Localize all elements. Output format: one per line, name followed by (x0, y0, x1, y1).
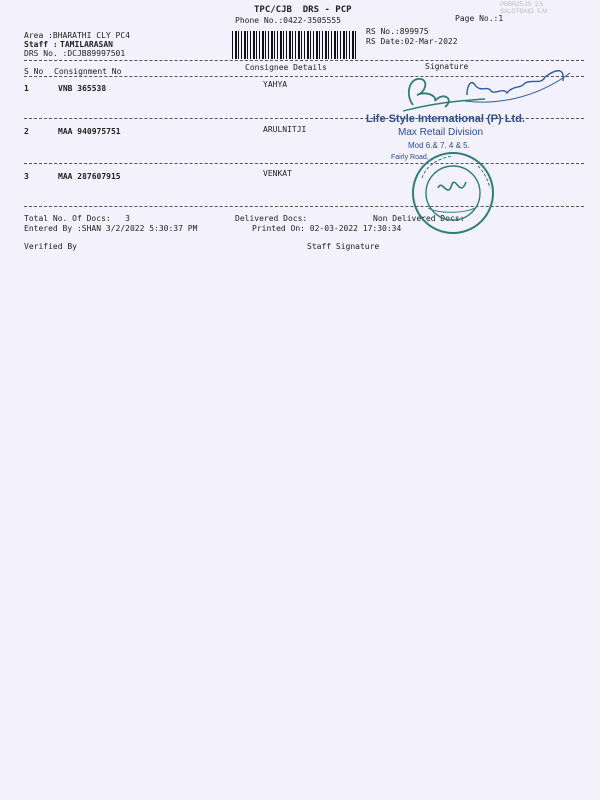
verified-by-label: Verified By (24, 242, 77, 251)
stamp-line4: Fairly Road, (391, 154, 429, 161)
column-header-consignee: Consignee Details (245, 63, 327, 72)
table-row-consignment: MAA 940975751 (58, 127, 121, 136)
table-row-consignment: VNB 365538 (58, 84, 107, 93)
document-title: TPC/CJB DRS - PCP (254, 5, 352, 15)
table-row-consignee: VENKAT (263, 169, 292, 178)
column-header-signature: Signature (425, 62, 469, 71)
table-row-sno: 1 (24, 84, 29, 93)
divider (24, 60, 584, 61)
page-number: Page No.:1 (455, 14, 504, 23)
column-header-consignment: Consignment No (54, 67, 122, 76)
divider (24, 76, 584, 77)
rs-date: RS Date:02-Mar-2022 (366, 37, 458, 46)
rs-number: RS No.:899975 (366, 27, 429, 36)
barcode (232, 31, 358, 59)
divider (24, 206, 584, 207)
table-row-sno: 3 (24, 172, 29, 181)
corner-scribble-line1: PBBR25.25 2.5 (500, 2, 544, 8)
staff-name: TAMILARASAN (60, 40, 113, 49)
table-row-consignee: YAHYA (263, 80, 288, 89)
staff-signature-label: Staff Signature (307, 242, 380, 251)
drs-number: DRS No. :DCJB89997501 (24, 49, 126, 58)
stamp-company: Life Style International (P) Ltd. (366, 113, 525, 125)
total-docs: Total No. Of Docs: 3 (24, 214, 130, 223)
non-delivered-docs: Non Delivered Docs: (373, 214, 465, 223)
phone-number: Phone No.:0422-3505555 (235, 16, 341, 25)
printed-on: Printed On: 02-03-2022 17:30:34 (252, 224, 402, 233)
stamp-line3: Mod 6.& 7. 4 & 5. (408, 141, 470, 150)
entered-by: Entered By :SHAN 3/2/2022 5:30:37 PM (24, 224, 198, 233)
corner-scribble-line2: SALDTBAIG 5.M (500, 9, 548, 15)
table-row-consignment: MAA 287607915 (58, 172, 121, 181)
table-row-consignee: ARULNITJI (263, 125, 307, 134)
stamp-division: Max Retail Division (398, 127, 484, 138)
area-field: Area :BHARATHI CLY PC4 (24, 31, 130, 40)
staff-label: Staff : (24, 40, 58, 49)
circular-seal (408, 148, 498, 238)
table-row-sno: 2 (24, 127, 29, 136)
column-header-sno: S No (24, 67, 44, 76)
delivered-docs: Delivered Docs: (235, 214, 308, 223)
divider (24, 163, 584, 164)
